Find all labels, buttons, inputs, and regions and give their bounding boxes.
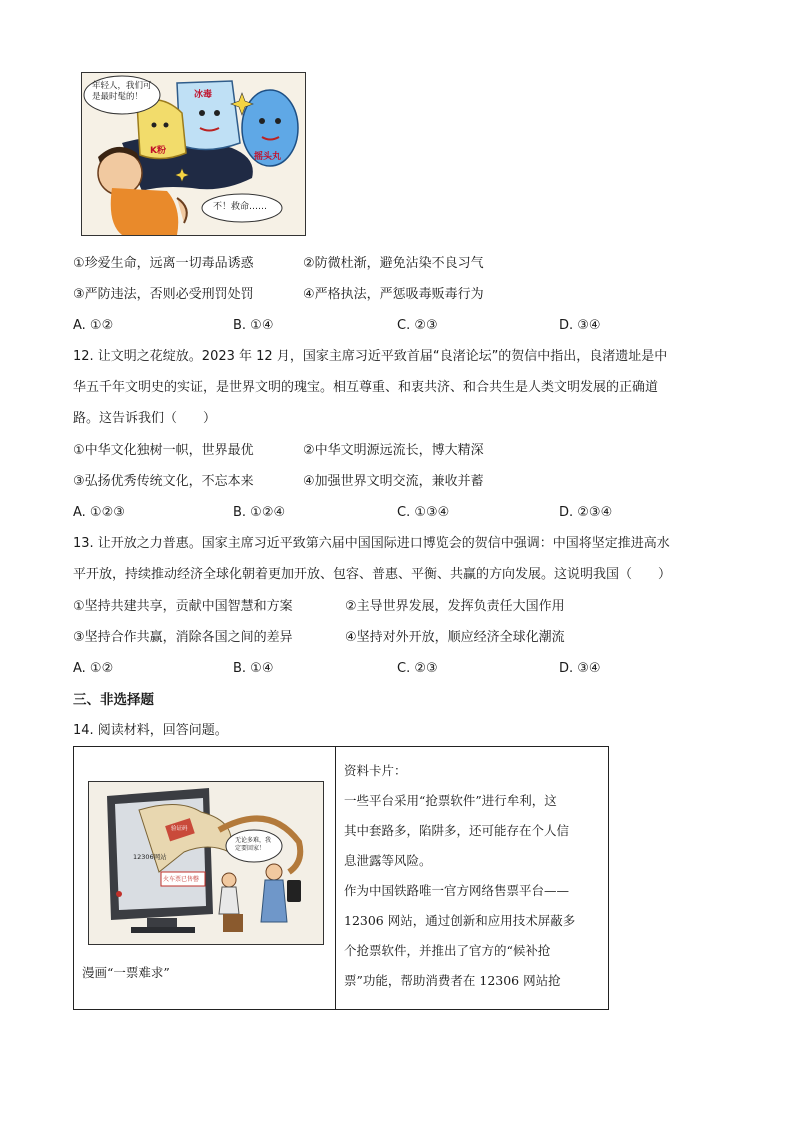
q11-choice-a: A. ①②: [73, 318, 114, 333]
ice-drug-label: 冰毒: [194, 90, 213, 100]
card-line-3: 息泄露等风险。: [344, 853, 432, 868]
card-line-7: 票”功能，帮助消费者在 12306 网站抢: [344, 973, 561, 988]
q14-stem: 14. 阅读材料，回答问题。: [73, 723, 228, 738]
q13-stem-line-1: 13. 让开放之力普惠。国家主席习近平致第六届中国国际进口博览会的贺信中强调：中国将坚定推进高水: [73, 536, 670, 551]
q13-option-2: ②主导世界发展，发挥负责任大国作用: [345, 599, 565, 614]
speech-help-label: 不！救命……: [213, 202, 268, 212]
sold-out-label: 火车票已售罄: [163, 876, 200, 883]
k-powder-label: K粉: [150, 146, 166, 156]
q11-option-2: ②防微杜渐，避免沾染不良习气: [303, 256, 484, 271]
q14-material-table: [73, 746, 609, 1010]
q12-stem-line-3: 路。这告诉我们（ ）: [73, 411, 217, 426]
q13-stem-line-2: 平开放，持续推动经济全球化朝着更加开放、包容、普惠、平衡、共赢的方向发展。这说明我国（ ）: [73, 567, 672, 582]
q11-option-3: ③严防违法，否则必受刑罚处罚: [73, 287, 254, 302]
q12-option-2: ②中华文明源远流长，博大精深: [303, 443, 484, 458]
q13-choice-a: A. ①②: [73, 661, 114, 676]
drug-warning-cartoon: [81, 72, 306, 236]
q12-choice-c: C. ①③④: [397, 505, 450, 520]
q12-choice-a: A. ①②③: [73, 505, 125, 520]
q12-option-3: ③弘扬优秀传统文化，不忘本来: [73, 474, 254, 489]
screen-12306-label: 12306网站: [133, 853, 167, 861]
ticket-cartoon-illustration: [89, 782, 323, 944]
card-line-1: 一些平台采用“抢票软件”进行牟利，这: [344, 793, 557, 808]
cartoon-caption: 漫画“一票难求”: [82, 965, 170, 980]
q12-option-1: ①中华文化独树一帜，世界最优: [73, 443, 254, 458]
ecstasy-label: 摇头丸: [254, 152, 282, 162]
q12-stem-line-1: 12. 让文明之花绽放。2023 年 12 月，国家主席习近平致首届“良渚论坛”的贺信中指出，良渚遗址是中: [73, 349, 668, 364]
q13-choice-d: D. ③④: [559, 661, 601, 676]
q13-option-1: ①坚持共建共享，贡献中国智慧和方案: [73, 599, 293, 614]
speech-young-label: 年轻人，我们可是最时髦的！: [92, 81, 152, 102]
q13-option-3: ③坚持合作共赢，消除各国之间的差异: [73, 630, 293, 645]
card-line-4: 作为中国铁路唯一官方网络售票平台——: [344, 883, 570, 898]
section-title: 三、非选择题: [73, 692, 154, 708]
card-line-6: 个抢票软件，并推出了官方的“候补抢: [344, 943, 551, 958]
q12-choice-d: D. ②③④: [559, 505, 613, 520]
q11-option-1: ①珍爱生命，远离一切毒品诱惑: [73, 256, 254, 271]
q13-choice-b: B. ①④: [233, 661, 274, 676]
q11-choice-b: B. ①④: [233, 318, 274, 333]
card-line-5: 12306 网站，通过创新和应用技术屏蔽多: [344, 913, 576, 928]
q12-stem-line-2: 华五千年文明史的实证，是世界文明的瑰宝。相互尊重、和衷共济、和合共生是人类文明发展的正确道: [73, 380, 659, 395]
q12-choice-b: B. ①②④: [233, 505, 286, 520]
q13-choice-c: C. ②③: [397, 661, 438, 676]
card-title: 资料卡片：: [344, 763, 407, 778]
ticket-cartoon: [88, 781, 324, 945]
q12-option-4: ④加强世界文明交流，兼收并蓄: [303, 474, 484, 489]
captcha-label: 验证码: [171, 826, 188, 832]
q11-option-4: ④严格执法，严惩吸毒贩毒行为: [303, 287, 484, 302]
card-line-2: 其中套路多，陷阱多，还可能存在个人信: [344, 823, 570, 838]
q11-choice-c: C. ②③: [397, 318, 438, 333]
table-divider: [335, 747, 336, 1009]
cartoon-speech-label: 无论多难，我定要回家！: [235, 837, 272, 852]
q13-option-4: ④坚持对外开放，顺应经济全球化潮流: [345, 630, 565, 645]
q11-choice-d: D. ③④: [559, 318, 601, 333]
